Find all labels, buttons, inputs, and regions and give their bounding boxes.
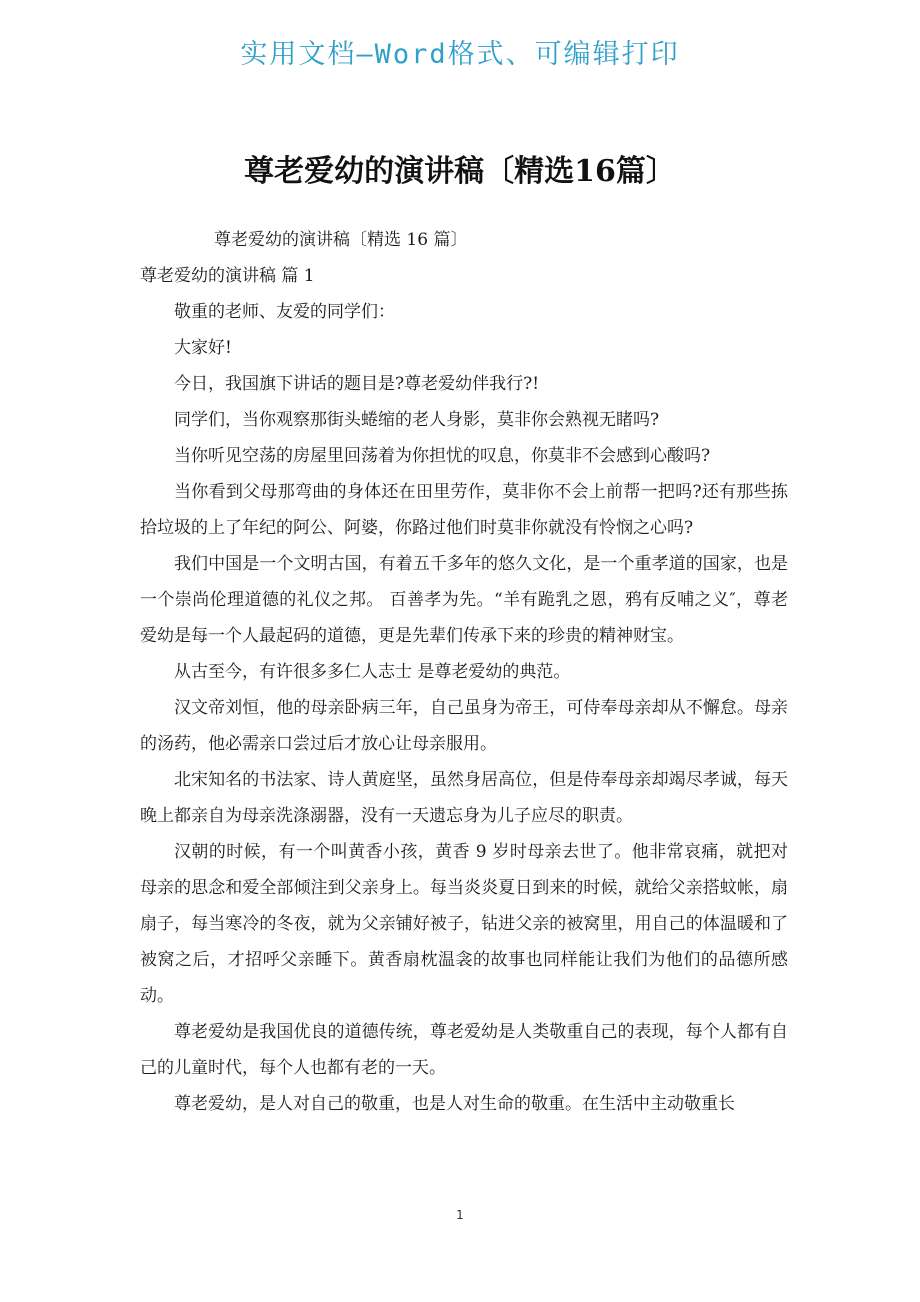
section-heading: 尊老爱幼的演讲稿 篇 1 — [140, 266, 315, 286]
header-banner: 实用文档—Word格式、可编辑打印 — [240, 39, 680, 70]
document-title: 尊老爱幼的演讲稿〔精选16篇〕 — [244, 154, 676, 189]
page-number: 1 — [456, 1208, 464, 1222]
paragraph: 北宋知名的书法家、诗人黄庭坚，虽然身居高位，但是侍奉母亲却竭尽孝诚，每天晚上都亲自为母亲洗涤溺器，没有一天遗忘身为儿子应尽的职责。 — [140, 770, 788, 826]
paragraph: 我们中国是一个文明古国，有着五千多年的悠久文化，是一个重孝道的国家，也是一个崇尚伦理道德的礼仪之邦。 百善孝为先。“羊有跪乳之恩，鸦有反哺之义″，尊老爱幼是每一个人最起码的道德，更是先辈们传承下来的珍贵的精神财宝。 — [140, 554, 788, 646]
paragraph: 当你看到父母那弯曲的身体还在田里劳作，莫非你不会上前帮一把吗?还有那些拣拾垃圾的上了年纪的阿公、阿婆，你路过他们时莫非你就没有怜悯之心吗? — [140, 482, 788, 538]
document-subtitle: 尊老爱幼的演讲稿〔精选 16 篇〕 — [214, 230, 468, 250]
paragraph: 从古至今，有许很多多仁人志士 是尊老爱幼的典范。 — [174, 662, 571, 682]
paragraph: 当你听见空荡的房屋里回荡着为你担忧的叹息，你莫非不会感到心酸吗? — [174, 446, 711, 466]
document-body — [140, 222, 788, 1122]
paragraph: 敬重的老师、友爱的同学们： — [174, 302, 395, 322]
paragraph: 汉朝的时候，有一个叫黄香小孩，黄香 9 岁时母亲去世了。他非常哀痛，就把对母亲的思念和爱全部倾注到父亲身上。每当炎炎夏日到来的时候，就给父亲搭蚊帐，扇扇子，每当寒冷的冬夜，就为父亲铺好被子，钻进父亲的被窝里，用自己的体温暖和了被窝之后，才招呼父亲睡下。黄香扇枕温衾的故事也同样能让我们为他们的品德所感动。 — [140, 842, 788, 1006]
paragraph: 汉文帝刘恒，他的母亲卧病三年，自己虽身为帝王，可侍奉母亲却从不懈怠。母亲的汤药，他必需亲口尝过后才放心让母亲服用。 — [140, 698, 788, 754]
paragraph: 大家好! — [174, 338, 232, 358]
paragraph: 尊老爱幼，是人对自己的敬重，也是人对生命的敬重。在生活中主动敬重长 — [174, 1094, 735, 1114]
paragraph: 尊老爱幼是我国优良的道德传统，尊老爱幼是人类敬重自己的表现，每个人都有自己的儿童时代，每个人也都有老的一天。 — [140, 1022, 788, 1078]
paragraph: 今日，我国旗下讲话的题目是?尊老爱幼伴我行?! — [174, 374, 540, 394]
paragraph: 同学们，当你观察那街头蜷缩的老人身影，莫非你会熟视无睹吗? — [174, 410, 660, 430]
